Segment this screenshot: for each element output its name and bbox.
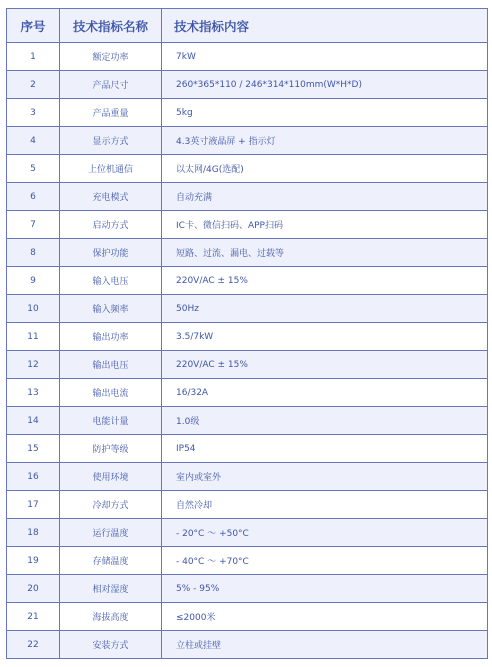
row-index: 14 — [7, 407, 60, 435]
row-spec-content: 7kW — [162, 43, 488, 71]
table-row — [7, 295, 488, 323]
table-row — [7, 575, 488, 603]
row-spec-content: 3.5/7kW — [162, 323, 488, 351]
row-spec-content: 立柱或挂壁 — [162, 631, 488, 659]
table-row — [7, 323, 488, 351]
spec-table — [6, 8, 488, 659]
table-body — [7, 43, 488, 659]
row-spec-name: 输出功率 — [60, 323, 162, 351]
row-index: 18 — [7, 519, 60, 547]
row-spec-content: 4.3英寸液晶屏 + 指示灯 — [162, 127, 488, 155]
row-index: 16 — [7, 463, 60, 491]
row-spec-name: 启动方式 — [60, 211, 162, 239]
row-spec-content: 自然冷却 — [162, 491, 488, 519]
table-row — [7, 211, 488, 239]
table-row — [7, 351, 488, 379]
row-index: 2 — [7, 71, 60, 99]
row-spec-name: 显示方式 — [60, 127, 162, 155]
table-row — [7, 379, 488, 407]
row-index: 20 — [7, 575, 60, 603]
table-row — [7, 127, 488, 155]
row-spec-name: 输入频率 — [60, 295, 162, 323]
row-index: 10 — [7, 295, 60, 323]
row-index: 5 — [7, 155, 60, 183]
row-spec-content: 16/32A — [162, 379, 488, 407]
table-row — [7, 239, 488, 267]
row-spec-name: 海拔高度 — [60, 603, 162, 631]
row-spec-content: ≤2000米 — [162, 603, 488, 631]
row-spec-name: 存储温度 — [60, 547, 162, 575]
row-spec-content: 5% - 95% — [162, 575, 488, 603]
row-index: 13 — [7, 379, 60, 407]
row-spec-content: 220V/AC ± 15% — [162, 351, 488, 379]
row-spec-content: 50Hz — [162, 295, 488, 323]
table-row — [7, 631, 488, 659]
row-spec-name: 产品尺寸 — [60, 71, 162, 99]
row-spec-content: IC卡、微信扫码、APP扫码 — [162, 211, 488, 239]
table-row — [7, 99, 488, 127]
row-index: 4 — [7, 127, 60, 155]
row-spec-name: 输出电流 — [60, 379, 162, 407]
row-spec-name: 额定功率 — [60, 43, 162, 71]
table-row — [7, 519, 488, 547]
row-index: 3 — [7, 99, 60, 127]
row-spec-name: 防护等级 — [60, 435, 162, 463]
row-index: 6 — [7, 183, 60, 211]
table-row — [7, 547, 488, 575]
row-spec-name: 保护功能 — [60, 239, 162, 267]
table-row — [7, 603, 488, 631]
row-index: 19 — [7, 547, 60, 575]
table-row — [7, 43, 488, 71]
row-index: 11 — [7, 323, 60, 351]
row-index: 1 — [7, 43, 60, 71]
table-row — [7, 155, 488, 183]
row-spec-content: 以太网/4G(选配) — [162, 155, 488, 183]
row-spec-content: - 20°C ～ +50°C — [162, 519, 488, 547]
table-header — [7, 9, 488, 43]
row-spec-name: 相对湿度 — [60, 575, 162, 603]
table-row — [7, 435, 488, 463]
row-index: 22 — [7, 631, 60, 659]
row-index: 7 — [7, 211, 60, 239]
table-row — [7, 463, 488, 491]
table-row — [7, 71, 488, 99]
header-spec-content: 技术指标内容 — [162, 9, 488, 43]
row-spec-content: 220V/AC ± 15% — [162, 267, 488, 295]
table-row — [7, 267, 488, 295]
row-spec-content: 室内或室外 — [162, 463, 488, 491]
row-spec-content: - 40°C ～ +70°C — [162, 547, 488, 575]
row-spec-name: 上位机通信 — [60, 155, 162, 183]
row-spec-name: 电能计量 — [60, 407, 162, 435]
table-row — [7, 183, 488, 211]
row-spec-content: 1.0级 — [162, 407, 488, 435]
table-row — [7, 407, 488, 435]
spec-table-container — [6, 8, 487, 659]
row-spec-name: 输出电压 — [60, 351, 162, 379]
row-spec-content: 260*365*110 / 246*314*110mm(W*H*D) — [162, 71, 488, 99]
row-spec-name: 使用环境 — [60, 463, 162, 491]
row-index: 8 — [7, 239, 60, 267]
row-spec-name: 产品重量 — [60, 99, 162, 127]
row-spec-content: 5kg — [162, 99, 488, 127]
header-index: 序号 — [7, 9, 60, 43]
row-index: 21 — [7, 603, 60, 631]
row-spec-name: 冷却方式 — [60, 491, 162, 519]
row-spec-name: 运行温度 — [60, 519, 162, 547]
row-spec-content: 自动充满 — [162, 183, 488, 211]
row-index: 9 — [7, 267, 60, 295]
row-index: 12 — [7, 351, 60, 379]
header-spec-name: 技术指标名称 — [60, 9, 162, 43]
table-row — [7, 491, 488, 519]
row-spec-content: 短路、过流、漏电、过载等 — [162, 239, 488, 267]
row-spec-name: 安装方式 — [60, 631, 162, 659]
row-index: 15 — [7, 435, 60, 463]
row-spec-name: 充电模式 — [60, 183, 162, 211]
row-spec-name: 输入电压 — [60, 267, 162, 295]
row-index: 17 — [7, 491, 60, 519]
row-spec-content: IP54 — [162, 435, 488, 463]
header-row — [7, 9, 488, 43]
